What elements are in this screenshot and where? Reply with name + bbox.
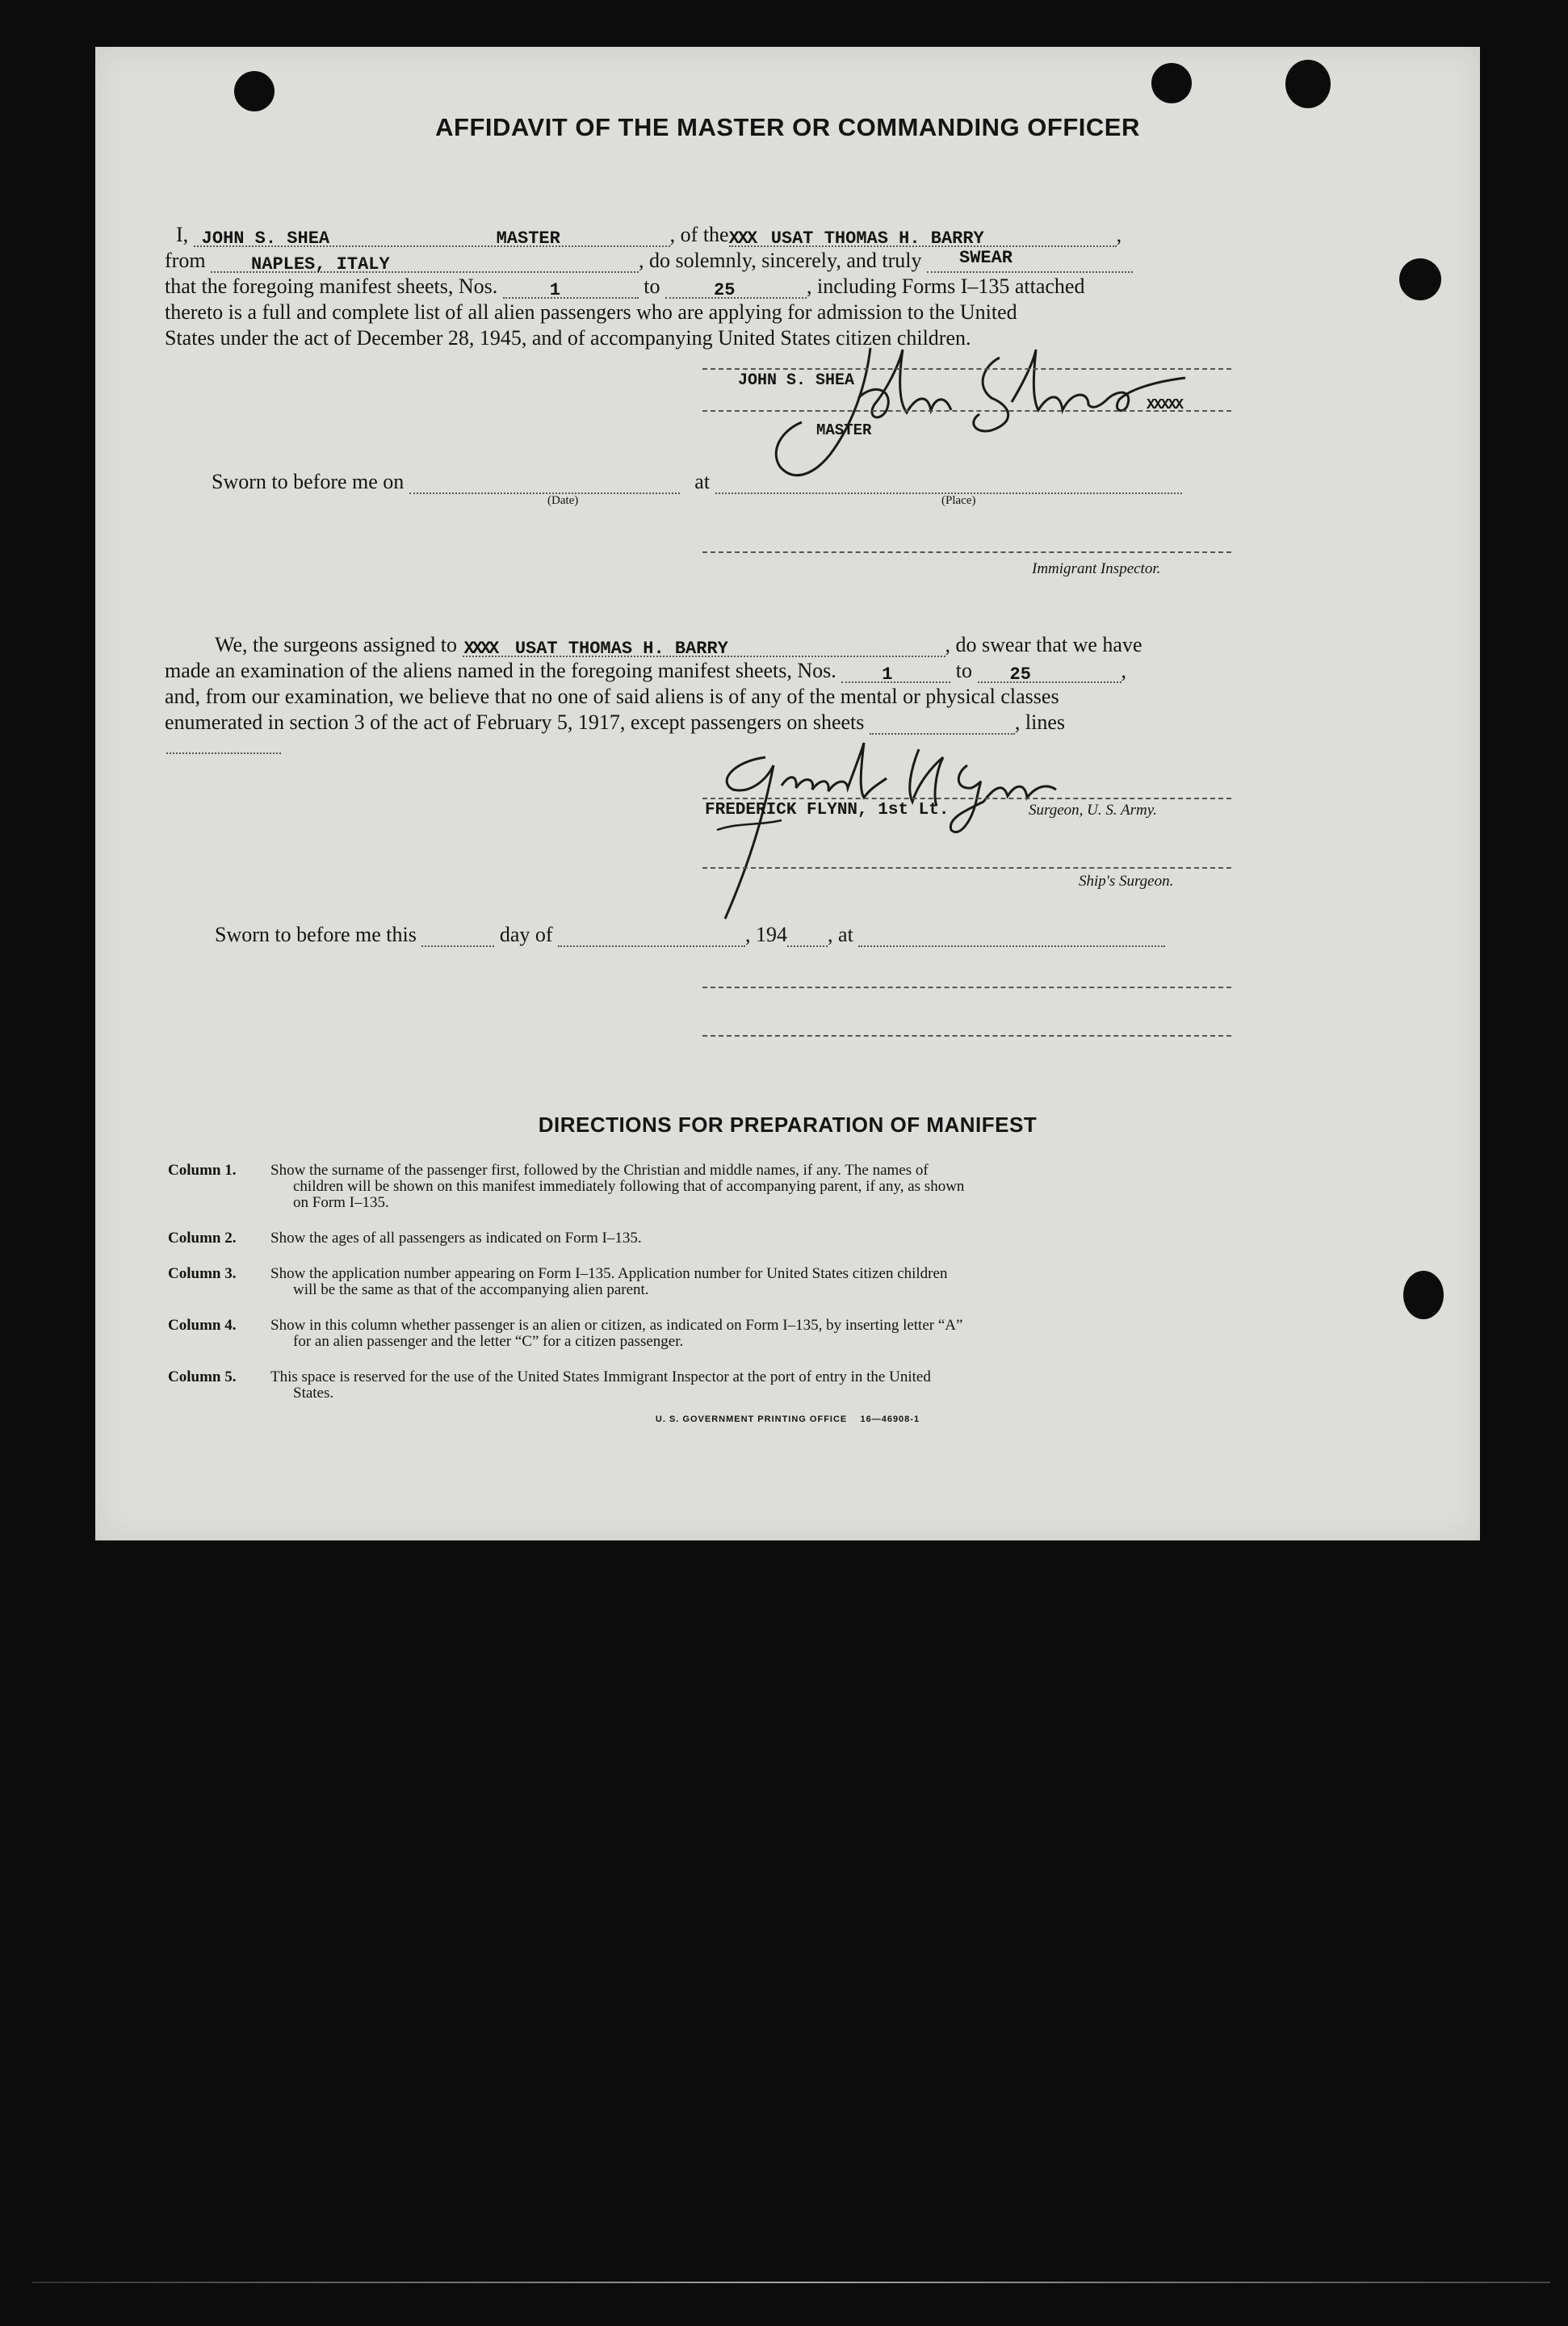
surgeon-signature-line: [702, 798, 1231, 799]
sworn-date-line: Sworn to before me on at: [212, 470, 1182, 494]
affidavit-line-3: that the foregoing manifest sheets, Nos. 1 to 25 , including Forms I–135 attached: [165, 275, 1085, 300]
surgeons-sheet-to: 25: [1009, 664, 1031, 685]
sheet-from-field: [503, 276, 639, 299]
surgeon-typed-name: FREDERICK FLYNN, 1st Lt.: [705, 801, 950, 819]
ships-surgeon-caption: Ship's Surgeon.: [1079, 873, 1174, 890]
witness-signature-line: [702, 987, 1231, 988]
affidavit-line-4: thereto is a full and complete list of all alien passengers who are applying for admission to the United: [165, 300, 1017, 324]
sworn-place-field-2: [858, 924, 1165, 947]
port-field: [211, 250, 639, 273]
master-signature-line: [702, 368, 1231, 370]
sworn-date-field: [409, 471, 680, 494]
surgeons-ship-strikeout: XXXX: [463, 639, 497, 659]
master-title-strikeout: XXXXX: [1147, 397, 1183, 413]
ship-name: USAT THOMAS H. BARRY: [770, 228, 984, 249]
sheet-to: 25: [714, 280, 736, 300]
surgeons-sworn-line: Sworn to before me this day of , 194 , at: [215, 923, 1165, 947]
surgeons-line-4: enumerated in section 3 of the act of February 5, 1917, except passengers on sheets , lines: [165, 710, 1066, 734]
master-typed-name: JOHN S. SHEA: [738, 371, 855, 390]
surgeons-ship-field: [463, 635, 945, 657]
ship-field: [729, 224, 1117, 247]
affidavit-form-page: [95, 47, 1480, 1540]
master-typed-title: MASTER: [816, 421, 872, 439]
port-name: NAPLES, ITALY: [251, 254, 390, 275]
inspector-caption: Immigrant Inspector.: [1032, 560, 1161, 577]
punch-hole: [1151, 63, 1192, 103]
surgeons-ship-name: USAT THOMAS H. BARRY: [514, 639, 728, 659]
punch-hole: [234, 71, 275, 111]
place-caption: (Place): [941, 494, 976, 507]
affidavit-line-5: States under the act of December 28, 1945, and of accompanying United States citizen children.: [165, 326, 971, 350]
date-caption: (Date): [547, 494, 579, 507]
surgeons-sheet-from: 1: [882, 664, 893, 685]
master-name-field: [194, 224, 670, 247]
directions-title: DIRECTIONS FOR PREPARATION OF MANIFEST: [538, 1113, 1038, 1137]
sheet-to-field: [665, 276, 807, 299]
punch-hole: [1403, 1271, 1444, 1319]
master-name: JOHN S. SHEA: [201, 228, 330, 249]
ships-surgeon-signature-line: [702, 867, 1231, 869]
inspector-signature-line: [702, 551, 1231, 553]
surgeons-line-3: and, from our examination, we believe that no one of said aliens is of any of the mental or physical classes: [165, 685, 1059, 708]
punch-hole: [1285, 60, 1331, 108]
surgeon-caption: Surgeon, U. S. Army.: [1029, 802, 1157, 819]
except-lines-field: [166, 752, 281, 754]
sworn-day-field: [421, 924, 494, 947]
ship-strikeout: XXX: [728, 228, 757, 249]
directions-column-4: Column 4. Show in this column whether passenger is an alien or citizen, as indicated on Form I–135, by inserting letter “A” for an alien passenger and the letter “C” for a citizen passenger.: [168, 1317, 963, 1350]
printing-office-footer: U. S. GOVERNMENT PRINTING OFFICE 16—46908-1: [655, 1414, 920, 1424]
surgeons-sheet-from-field: [841, 660, 950, 683]
directions-column-3: Column 3. Show the application number appearing on Form I–135. Application number for United States citizen children will be the same as that of the accompanying alien parent.: [168, 1265, 948, 1298]
sheet-from: 1: [549, 280, 560, 300]
directions-column-5: Column 5. This space is reserved for the use of the United States Immigrant Inspector at the port of entry in the United States.: [168, 1368, 931, 1402]
directions-column-1: Column 1. Show the surname of the passenger first, followed by the Christian and middle names, if any. The names of children will be shown on this manifest immediately following that of accompanying parent, if any, as shown on Form I–135.: [168, 1162, 965, 1211]
oath-word: SWEAR: [959, 248, 1013, 268]
surgeon-signature: [677, 725, 1177, 927]
sworn-year-field: [787, 924, 828, 947]
surgeons-line-1: We, the surgeons assigned to XXXX USAT THOMAS H. BARRY , do swear that we have: [215, 633, 1142, 659]
surgeons-sheet-to-field: [978, 660, 1121, 683]
witness-title-line: [702, 1035, 1231, 1037]
sworn-place-field: [715, 471, 1182, 494]
sworn-month-field: [558, 924, 745, 947]
directions-column-2: Column 2. Show the ages of all passengers as indicated on Form I–135.: [168, 1230, 642, 1247]
affidavit-title: AFFIDAVIT OF THE MASTER OR COMMANDING OFFICER: [435, 113, 1140, 141]
affidavit-line-2: from NAPLES, ITALY , do solemnly, sincerely, and truly $^{SWEAR}$: [165, 249, 1133, 273]
punch-hole: [1399, 258, 1441, 300]
oath-field: [927, 250, 1133, 273]
scan-artifact-streak: [32, 2282, 1550, 2283]
master-rank: MASTER: [496, 228, 560, 249]
affidavit-line-1: I, JOHN S. SHEA MASTER , of theXXX USAT THOMAS H. BARRY ,: [176, 223, 1122, 249]
surgeons-line-2: made an examination of the aliens named in the foregoing manifest sheets, Nos. 1 to 25 ,: [165, 659, 1126, 685]
